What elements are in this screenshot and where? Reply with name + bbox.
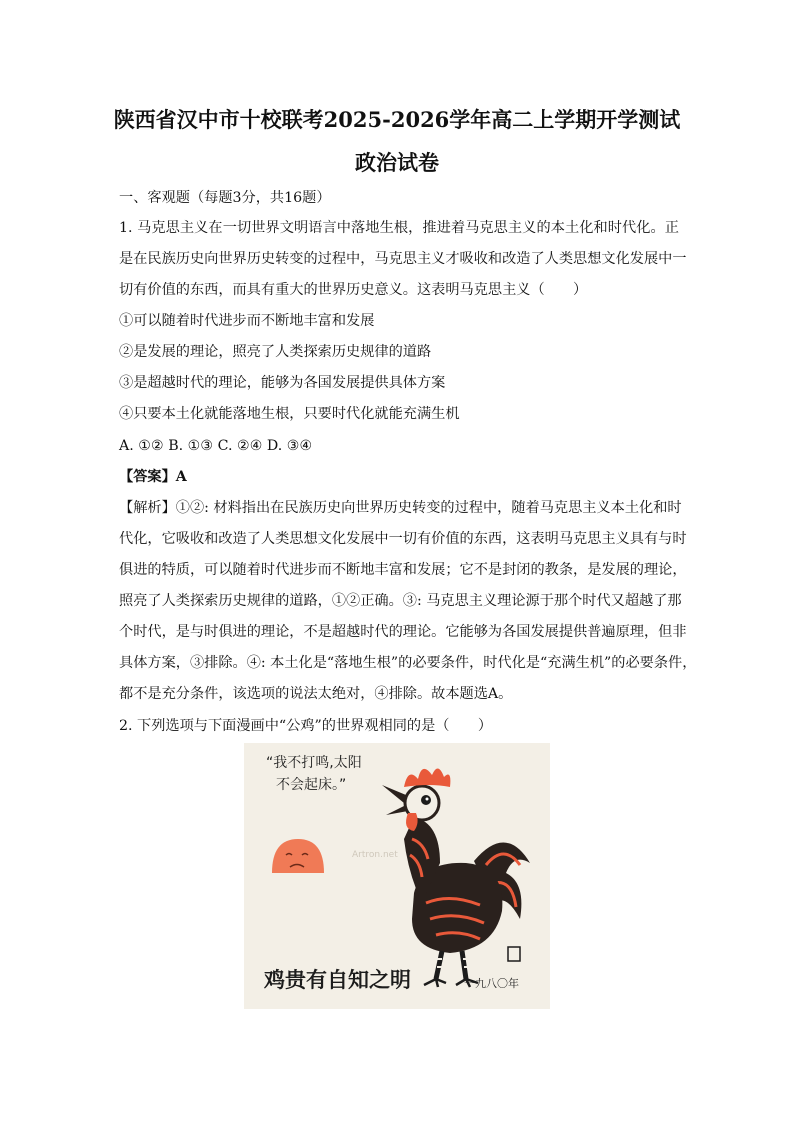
section-header: 一、客观题（每题3分，共16题） [119, 190, 331, 206]
q1-stem-line: 是在民族历史向世界历史转变的过程中，马克思主义才吸收和改造了人类思想文化发展中一 [119, 251, 687, 267]
exam-subtitle: 政治试卷 [355, 150, 439, 175]
q1-choices: A. ①② B. ①③ C. ②④ D. ③④ [119, 438, 313, 454]
q1-analysis-line: 照亮了人类探索历史规律的道路，①②正确。③: 马克思主义理论源于那个时代又超越了那 [119, 593, 682, 609]
cartoon-caption-line: “我不打鸣,太阳 [266, 755, 362, 771]
seal-stamp [508, 947, 520, 961]
q1-analysis-line: 俱进的特质，可以随着时代进步而不断地丰富和发展；它不是封闭的教条，是发展的理论， [119, 562, 687, 578]
q2-stem: 2. 下列选项与下面漫画中“公鸡”的世界观相同的是（ ） [119, 718, 493, 734]
q1-option: ④只要本土化就能落地生根，只要时代化就能充满生机 [119, 406, 460, 422]
q1-stem-line: 切有价值的东西，而具有重大的世界历史意义。这表明马克思主义（ ） [119, 282, 588, 298]
cartoon-caption-line: 不会起床。” [276, 777, 347, 793]
q1-answer: 【答案】A [119, 469, 187, 485]
rooster-cartoon [244, 743, 550, 1009]
q1-option: ③是超越时代的理论，能够为各国发展提供具体方案 [119, 375, 446, 391]
q1-analysis-line: 都不是充分条件，该选项的说法太绝对，④排除。故本题选A。 [119, 686, 513, 702]
cartoon-signature: 一九八〇年 [464, 977, 519, 990]
q1-option: ②是发展的理论，照亮了人类探索历史规律的道路 [119, 344, 432, 360]
q1-analysis-line: 【解析】①②: 材料指出在民族历史向世界历史转变的过程中，随着马克思主义本土化和时 [119, 500, 682, 516]
q1-stem-line: 1. 马克思主义在一切世界文明语言中落地生根，推进着马克思主义的本土化和时代化。正 [119, 220, 679, 236]
q1-option: ①可以随着时代进步而不断地丰富和发展 [119, 313, 375, 329]
cartoon-watermark: Artron.net [352, 850, 398, 860]
exam-title: 陕西省汉中市十校联考2025-2026学年高二上学期开学测试 [113, 107, 681, 132]
q1-analysis-line: 具体方案，③排除。④: 本土化是“落地生根”的必要条件，时代化是“充满生机”的必要条件， [119, 655, 697, 671]
rooster-cartoon-drawing [244, 743, 550, 1009]
q1-analysis-line: 代化，它吸收和改造了人类思想文化发展中一切有价值的东西，这表明马克思主义具有与时 [119, 531, 687, 547]
sad-sun-drawing [272, 839, 324, 873]
cartoon-bottom-text: 鸡贵有自知之明 [264, 968, 411, 992]
q1-analysis-line: 个时代，是与时俱进的理论，不是超越时代的理论。它能够为各国发展提供普遍原理，但非 [119, 624, 687, 640]
